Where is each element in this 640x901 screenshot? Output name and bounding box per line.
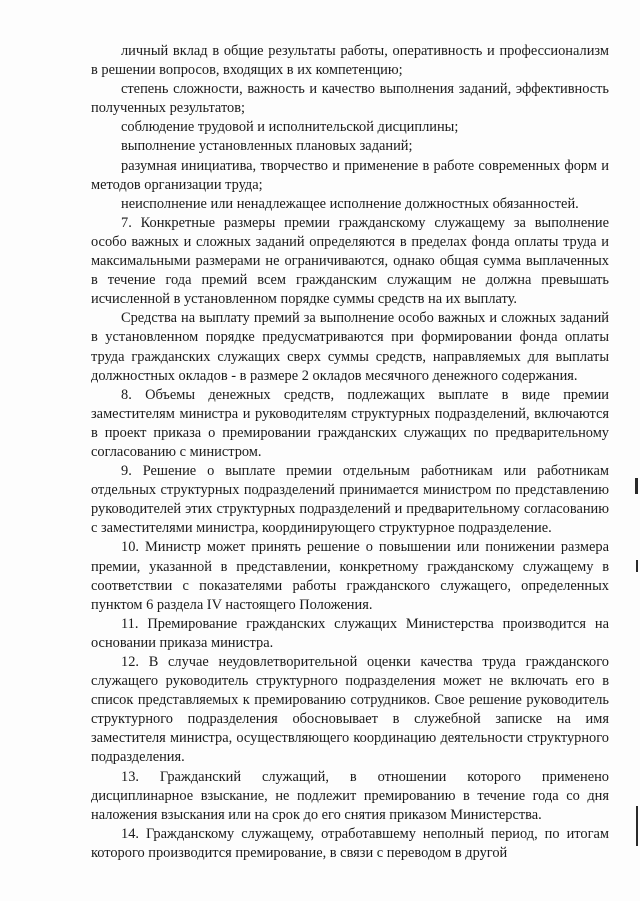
- scan-edge-mark: [635, 478, 638, 494]
- paragraph-criteria-complexity: степень сложности, важность и качество выполнения заданий, эффективность полученных результатов;: [91, 81, 609, 117]
- paragraph-criteria-discipline: соблюдение трудовой и исполнительской дисциплины;: [121, 119, 459, 136]
- paragraph-item-12: 12. В случае неудовлетворительной оценки качества труда гражданского служащего руководитель структурного подразделения может не включать его в список представляемых к премированию сотрудников. Свое решение руководитель структурного подразделения обосновывает в служебной записке на имя заместителя министра, осуществляющего координацию деятельности структурного подразделения.: [91, 654, 609, 766]
- paragraph-item-11: 11. Премирование гражданских служащих Министерства производится на основании приказа министра.: [91, 615, 609, 651]
- paragraph-item-10: 10. Министр может принять решение о повышении или понижении размера премии, указанной в представлении, конкретному гражданскому служащему в соответствии с показателями работы гражданского служащего, определенных пунктом 6 раздела IV настоящего Положения.: [91, 539, 609, 613]
- paragraph-criteria-nonperformance: неисполнение или ненадлежащее исполнение должностных обязанностей.: [121, 195, 579, 212]
- paragraph-item-7-funds: Средства на выплату премий за выполнение особо важных и сложных заданий в установленном порядке предусматриваются при формировании фонда оплаты труда гражданских служащих сверх суммы средств, направляемых для выплаты должностных окладов - в размере 2 окладов месячного денежного содержания.: [91, 310, 609, 384]
- paragraph-item-9: 9. Решение о выплате премии отдельным работникам или работникам отдельных структурных подразделений принимается министром по представлению руководителей этих структурных подразделений и предварительному согласованию с заместителями министра, координирующего структурное подразделение.: [91, 463, 609, 537]
- scan-edge-mark: [636, 560, 638, 572]
- paragraph-item-14: 14. Гражданскому служащему, отработавшему неполный период, по итогам которого производится премирование, в связи с переводом в другой: [91, 825, 609, 861]
- paragraph-item-13: 13. Гражданский служащий, в отношении которого применено дисциплинарное взыскание, не подлежит премированию в течение года со дня наложения взыскания или на срок до его снятия приказом Министерства.: [91, 768, 609, 823]
- paragraph-item-7: 7. Конкретные размеры премии гражданскому служащему за выполнение особо важных и сложных заданий определяются в пределах фонда оплаты труда и максимальными размерами не ограничиваются, однако общая сумма выплаченных в течение года премий всем гражданским служащим не должна превышать исчисленной в установленном порядке суммы средств на их выплату.: [91, 214, 609, 308]
- paragraph-criteria-planned-tasks: выполнение установленных плановых заданий;: [121, 138, 413, 155]
- scan-edge-mark: [636, 806, 638, 846]
- document-body: [91, 42, 609, 863]
- paragraph-criteria-contribution: личный вклад в общие результаты работы, оперативность и профессионализм в решении вопросов, входящих в их компетенцию;: [91, 43, 609, 79]
- paragraph-criteria-initiative: разумная инициатива, творчество и применение в работе современных форм и методов организации труда;: [91, 157, 609, 193]
- paragraph-item-8: 8. Объемы денежных средств, подлежащих выплате в виде премии заместителям министра и руководителям структурных подразделений, включаются в проект приказа о премировании гражданских служащих по предварительному согласованию с министром.: [91, 386, 609, 460]
